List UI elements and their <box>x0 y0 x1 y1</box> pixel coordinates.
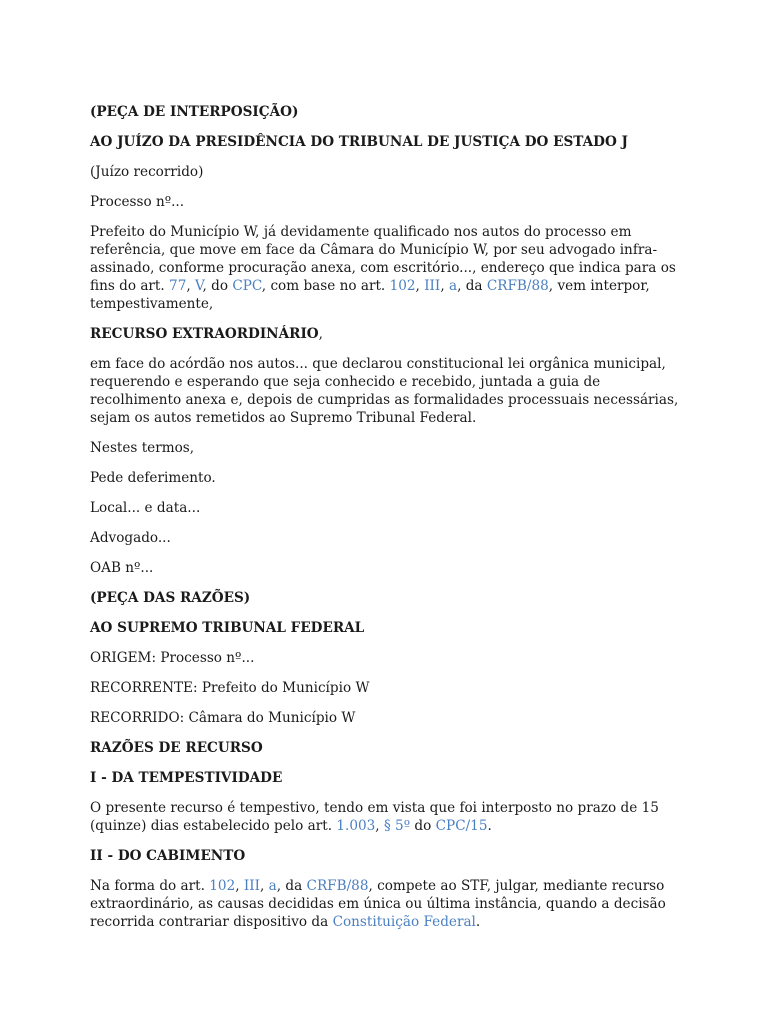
recurso-comma: , <box>318 326 323 342</box>
oab-number: OAB nº... <box>90 560 154 576</box>
recurso-heading <box>90 325 685 343</box>
sec2-text-2: , <box>235 878 244 894</box>
sec2-text-6: . <box>475 914 481 930</box>
recurso-title: RECURSO EXTRAORDINÁRIO <box>90 326 319 342</box>
sec2-text-4: , da <box>276 878 307 894</box>
razoes-title: RAZÕES DE RECURSO <box>90 740 263 756</box>
link-alinea-a[interactable]: a <box>448 278 458 294</box>
stf-addressee: AO SUPREMO TRIBUNAL FEDERAL <box>90 620 365 636</box>
sec2-text-5: , compete ao STF, julgar, mediante recurso extraordinário, as causas decididas em única ou última instância, quando a decisão recorrida contrariar dispositivo da <box>90 878 666 930</box>
intro-text-8: , vem interpor, tempestivamente, <box>90 278 650 312</box>
section-cabimento-title: II - DO CABIMENTO <box>90 848 246 864</box>
link-art-1003[interactable]: 1.003 <box>336 818 376 834</box>
link-crfb-88[interactable]: CRFB/88 <box>486 278 549 294</box>
nestes-termos: Nestes termos, <box>90 440 195 456</box>
section-tempestividade-title: I - DA TEMPESTIVIDADE <box>90 770 283 786</box>
sec2-text-1: Na forma do art. <box>90 878 210 894</box>
link-inciso-v[interactable]: V <box>195 278 203 294</box>
link-alinea-a-b[interactable]: a <box>268 878 277 894</box>
recorrido: RECORRIDO: Câmara do Município W <box>90 710 356 726</box>
sec1-text-4: . <box>487 818 492 834</box>
local-data: Local... e data... <box>90 500 201 516</box>
intro-text-5: , <box>415 278 425 294</box>
processo-number: Processo nº... <box>90 194 185 210</box>
juizo-recorrido: (Juízo recorrido) <box>90 164 204 180</box>
link-inciso-iii-b[interactable]: III <box>243 878 260 894</box>
link-cpc-15[interactable]: CPC/15 <box>435 818 488 834</box>
sec1-text-2: , <box>375 818 384 834</box>
intro-text-7: , da <box>457 278 487 294</box>
intro-paragraph <box>90 223 685 313</box>
heading-razoes: (PEÇA DAS RAZÕES) <box>90 590 251 606</box>
link-paragrafo-5[interactable]: § 5º <box>383 818 411 834</box>
intro-text-2: , <box>186 278 196 294</box>
link-crfb-88-b[interactable]: CRFB/88 <box>306 878 369 894</box>
intro-text-3: , do <box>202 278 233 294</box>
recorrente: RECORRENTE: Prefeito do Município W <box>90 680 370 696</box>
body-paragraph: em face do acórdão nos autos... que declarou constitucional lei orgânica municipal, requerendo e esperando que seja conhecido e recebido, juntada a guia de recolhimento anexa e, depois de cumpridas as formalidades processuais necessárias, sejam os autos remetidos ao Supremo Tribunal Federal. <box>90 356 679 426</box>
section-tempestividade-text <box>90 799 685 835</box>
intro-text-6: , <box>440 278 449 294</box>
origem: ORIGEM: Processo nº... <box>90 650 255 666</box>
sec1-text-3: do <box>410 818 436 834</box>
link-art-102[interactable]: 102 <box>389 278 416 294</box>
link-art-77[interactable]: 77 <box>169 278 187 294</box>
sec1-text-1: O presente recurso é tempestivo, tendo em vista que foi interposto no prazo de 15 (quinze) dias estabelecido pelo art. <box>90 800 659 834</box>
addressee: AO JUÍZO DA PRESIDÊNCIA DO TRIBUNAL DE JUSTIÇA DO ESTADO J <box>90 134 628 150</box>
pede-deferimento: Pede deferimento. <box>90 470 216 486</box>
sec2-text-3: , <box>260 878 269 894</box>
advogado-signature: Advogado... <box>90 530 171 546</box>
intro-text-1: Prefeito do Município W, já devidamente qualificado nos autos do processo em referência, que move em face da Câmara do Município W, por seu advogado infra-assinado, conforme procuração anexa, com escritório..., endereço que indica para os fins do art. <box>90 224 676 294</box>
link-art-102-b[interactable]: 102 <box>209 878 236 894</box>
link-inciso-iii[interactable]: III <box>424 278 441 294</box>
document-page <box>90 103 685 943</box>
intro-text-4: , com base no art. <box>261 278 390 294</box>
link-constituicao-federal[interactable]: Constituição Federal <box>332 914 476 930</box>
link-cpc[interactable]: CPC <box>232 278 262 294</box>
heading-interposicao: (PEÇA DE INTERPOSIÇÃO) <box>90 104 299 120</box>
section-cabimento-text <box>90 877 685 931</box>
